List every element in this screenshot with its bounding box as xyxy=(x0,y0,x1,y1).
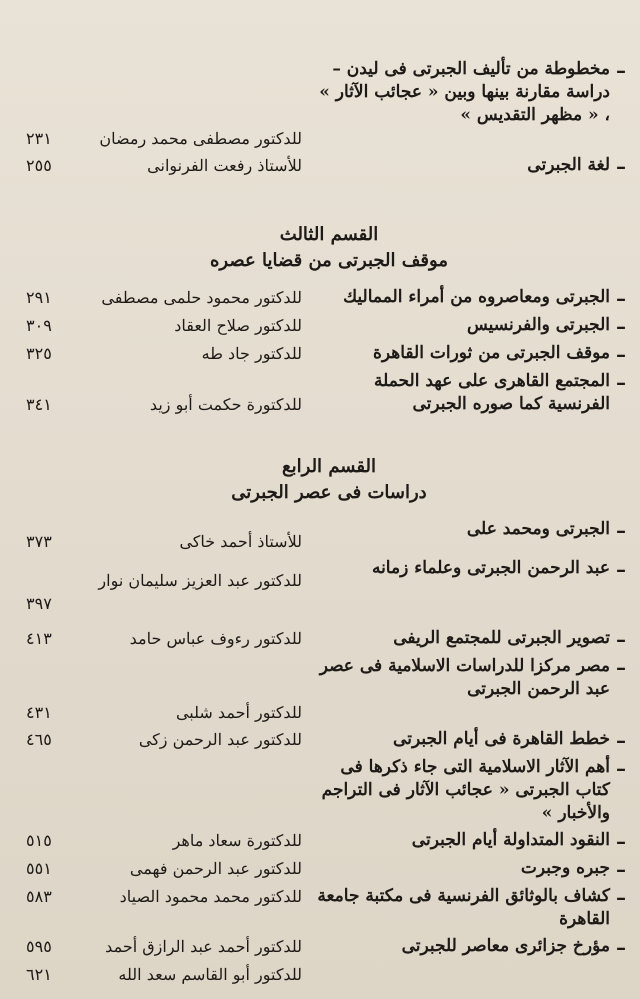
entry-dash: – xyxy=(616,885,626,909)
entry-dash: – xyxy=(616,627,626,651)
entry-title: موقف الجبرتى من ثورات القاهرة xyxy=(372,343,610,363)
section-heading: القسم الثالث xyxy=(279,224,379,245)
entry-page: ٤٦٥ xyxy=(26,730,52,749)
entry-author: للدكتورة سعاد ماهر xyxy=(172,831,302,850)
entry-dash: – xyxy=(616,154,626,178)
entry-title: مخطوطة من تأليف الجبرتى فى ليدن – دراسة مقارنة بينها وبين « عجائب الآثار » ، « مظهر التقديس » xyxy=(319,59,610,125)
entry-page: ٢٣١ xyxy=(26,129,52,148)
entry-title: الجبرتى ومعاصروه من أمراء المماليك xyxy=(343,287,610,307)
entry-title: عبد الرحمن الجبرتى وعلماء زمانه xyxy=(371,558,610,578)
toc-entry xyxy=(26,286,632,310)
toc-entry xyxy=(26,655,632,724)
entry-author: للدكتور أحمد شلبى xyxy=(175,703,302,722)
toc-entry xyxy=(26,314,632,338)
entry-author: للدكتور عبد الرحمن فهمى xyxy=(129,859,302,878)
entry-title: لغة الجبرتى xyxy=(527,155,610,175)
entry-author: للدكتور محمد محمود الصياد xyxy=(119,887,302,906)
toc-entry xyxy=(26,627,632,651)
entry-dash: – xyxy=(616,655,626,679)
entry-author: للدكتور محمود حلمى مصطفى xyxy=(101,288,302,307)
entry-dash: – xyxy=(616,857,626,881)
entry-title: أهم الآثار الاسلامية التى جاء ذكرها فى كتاب الجبرتى « عجائب الآثار فى التراجم والأخبار » xyxy=(321,757,610,823)
toc-entry xyxy=(26,935,632,959)
entry-dash: – xyxy=(616,518,626,542)
toc-entry xyxy=(26,370,632,416)
entry-page: ٥٩٥ xyxy=(26,937,52,956)
section-subheading: موقف الجبرتى من قضايا عصره xyxy=(210,250,448,271)
toc-entry xyxy=(26,829,632,853)
entry-page: ٣٩٧ xyxy=(26,594,52,613)
entry-dash: – xyxy=(616,728,626,752)
entry-page: ٤١٣ xyxy=(26,629,52,648)
entry-page: ٣٤١ xyxy=(26,395,52,414)
entry-dash: – xyxy=(616,756,626,780)
entry-page: ٣٠٩ xyxy=(26,316,52,335)
entry-title: النقود المتداولة أيام الجبرتى xyxy=(411,830,610,850)
entry-title: المجتمع القاهرى على عهد الحملة الفرنسية كما صوره الجبرتى xyxy=(373,371,610,414)
entry-title: كشاف بالوثائق الفرنسية فى مكتبة جامعة القاهرة xyxy=(317,886,610,929)
entry-page: ٢٩١ xyxy=(26,288,52,307)
entry-page: ٢٥٥ xyxy=(26,156,52,175)
entry-dash: – xyxy=(616,370,626,394)
entry-author: للأستاذ أحمد خاكى xyxy=(179,532,302,551)
toc-entry xyxy=(26,154,632,178)
toc-entry xyxy=(26,963,632,986)
entry-dash: – xyxy=(616,935,626,959)
entry-page: ٣٢٥ xyxy=(26,344,52,363)
contents-part-continued xyxy=(26,58,632,178)
entry-author: للأستاذ رفعت الفرنوانى xyxy=(147,156,302,175)
entry-dash: – xyxy=(616,286,626,310)
entry-page: ٥٨٣ xyxy=(26,887,52,906)
entry-author: للدكتور أحمد عبد الرازق أحمد xyxy=(105,937,302,956)
entry-dash: – xyxy=(616,557,626,581)
toc-entry xyxy=(26,885,632,931)
contents-part-three xyxy=(26,222,632,416)
contents-part-four xyxy=(26,454,632,986)
entry-author: للدكتور رءوف عباس حامد xyxy=(129,629,302,648)
entry-title: تصوير الجبرتى للمجتمع الريفى xyxy=(393,628,610,648)
entry-title: الجبرتى ومحمد على xyxy=(466,519,610,539)
entry-title: خطط القاهرة فى أيام الجبرتى xyxy=(393,729,610,749)
section-heading: القسم الرابع xyxy=(282,456,376,477)
entry-page: ٦٢١ xyxy=(26,965,52,984)
entry-author: للدكتور أبو القاسم سعد الله xyxy=(118,965,302,984)
entry-author: للدكتور عبد العزيز سليمان نوار xyxy=(98,571,302,590)
toc-entry xyxy=(26,557,632,615)
entry-page: ٤٣١ xyxy=(26,703,52,722)
entry-author: للدكتور عبد الرحمن زكى xyxy=(138,730,302,749)
toc-entry xyxy=(26,857,632,881)
entry-title: جبره وجبرت xyxy=(520,858,610,878)
toc-entry xyxy=(26,342,632,366)
entry-page: ٣٧٣ xyxy=(26,532,52,551)
entry-title: الجبرتى والفرنسيس xyxy=(467,315,610,335)
entry-title: مصر مركزا للدراسات الاسلامية فى عصر عبد الرحمن الجبرتى xyxy=(319,656,610,699)
toc-entry xyxy=(26,728,632,752)
entry-author: للدكتورة حكمت أبو زيد xyxy=(149,395,302,414)
entry-author: للدكتور مصطفى محمد رمضان xyxy=(99,129,302,148)
entry-author: للدكتور صلاح العقاد xyxy=(174,316,302,335)
entry-dash: – xyxy=(616,342,626,366)
entry-dash: – xyxy=(616,314,626,338)
entry-page: ٥٥١ xyxy=(26,859,52,878)
entry-dash: – xyxy=(616,58,626,82)
entry-title: مؤرخ جزائرى معاصر للجبرتى xyxy=(401,936,610,956)
toc-entry xyxy=(26,756,632,825)
entry-dash: – xyxy=(616,829,626,853)
toc-entry xyxy=(26,518,632,553)
toc-entry xyxy=(26,58,632,150)
entry-page: ٥١٥ xyxy=(26,831,52,850)
entry-author: للدكتور جاد طه xyxy=(201,344,302,363)
section-subheading: دراسات فى عصر الجبرتى xyxy=(231,482,427,503)
